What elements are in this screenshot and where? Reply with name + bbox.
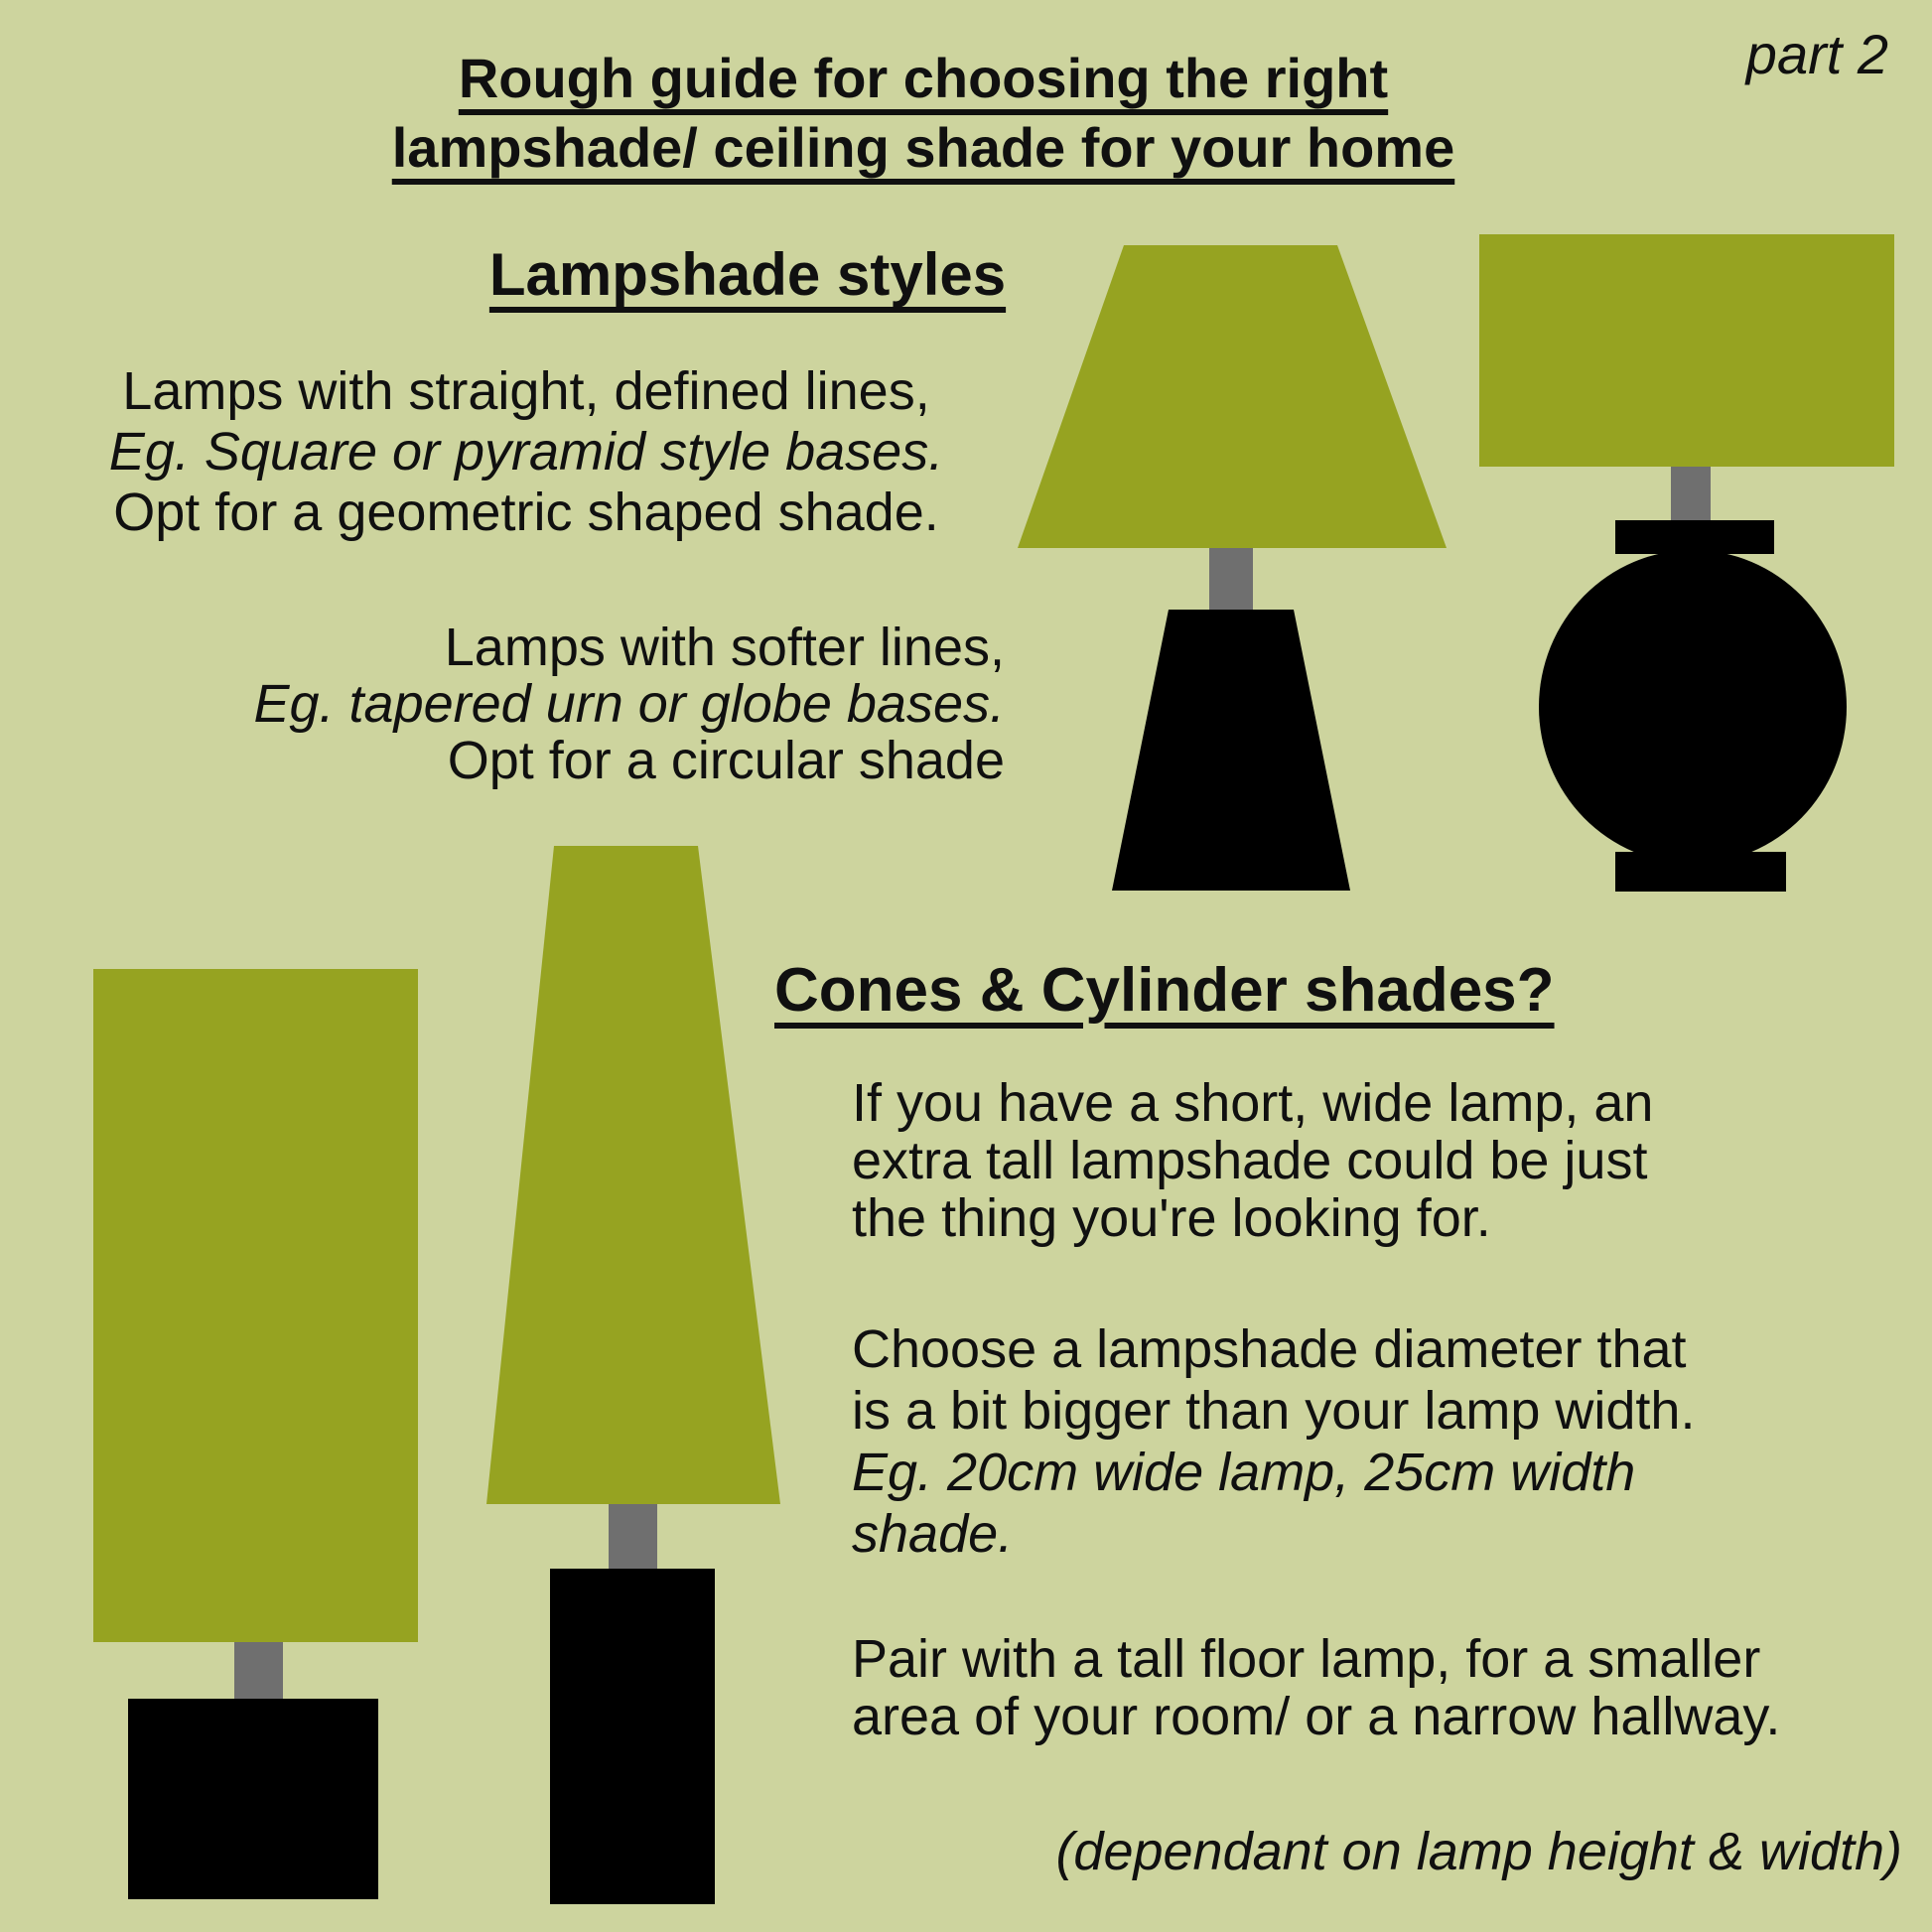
short-wide-line3: the thing you're looking for. — [852, 1188, 1491, 1248]
straight-lines-paragraph — [30, 361, 1023, 543]
softer-lines-line3: Opt for a circular shade — [447, 731, 1005, 790]
cone-lamp-stem — [609, 1504, 657, 1569]
cones-cylinder-heading: Cones & Cylinder shades? — [774, 956, 1555, 1025]
page-title-line2: lampshade/ ceiling shade for your home — [391, 116, 1455, 179]
short-wide-line1: If you have a short, wide lamp, an — [852, 1073, 1654, 1133]
pair-line1: Pair with a tall floor lamp, for a smaller — [852, 1629, 1761, 1689]
rectangle-lamp-base — [128, 1699, 378, 1899]
pair-floor-lamp-paragraph — [852, 1630, 1780, 1745]
dependant-footnote: (dependant on lamp height & width) — [1055, 1822, 1902, 1881]
cone-lamp-base — [550, 1569, 715, 1904]
page-title-line1: Rough guide for choosing the right — [458, 47, 1389, 109]
rectangle-lamp-stem — [234, 1642, 283, 1699]
short-wide-lamp-paragraph — [852, 1074, 1653, 1247]
globe-lamp-base — [1539, 550, 1847, 864]
diameter-line4: shade. — [852, 1504, 1014, 1564]
globe-lamp-stem — [1671, 467, 1711, 522]
diameter-line2: is a bit bigger than your lamp width. — [852, 1381, 1696, 1441]
straight-lines-line1: Lamps with straight, defined lines, — [122, 361, 930, 421]
softer-lines-line1: Lamps with softer lines, — [444, 618, 1005, 677]
rectangle-lamp-shade — [93, 969, 418, 1642]
globe-lamp-collar — [1615, 520, 1774, 554]
diameter-advice-paragraph — [852, 1318, 1695, 1565]
part-label: part 2 — [1745, 23, 1888, 85]
straight-lines-line2: Eg. Square or pyramid style bases. — [108, 422, 944, 482]
short-wide-line2: extra tall lampshade could be just — [852, 1131, 1648, 1190]
rectangle-lamp-icon — [93, 969, 418, 1899]
lampshade-styles-heading: Lampshade styles — [488, 241, 1007, 308]
globe-lamp-foot — [1615, 852, 1786, 892]
globe-lamp-shade — [1479, 234, 1894, 467]
pair-line2: area of your room/ or a narrow hallway. — [852, 1687, 1781, 1746]
softer-lines-line2: Eg. tapered urn or globe bases. — [253, 674, 1005, 734]
diameter-line1: Choose a lampshade diameter that — [852, 1319, 1687, 1379]
page-title — [179, 44, 1668, 183]
pyramid-lamp-stem — [1209, 548, 1253, 610]
softer-lines-paragraph — [30, 620, 1005, 789]
straight-lines-line3: Opt for a geometric shaped shade. — [113, 483, 939, 542]
diameter-line3: Eg. 20cm wide lamp, 25cm width — [852, 1443, 1636, 1502]
